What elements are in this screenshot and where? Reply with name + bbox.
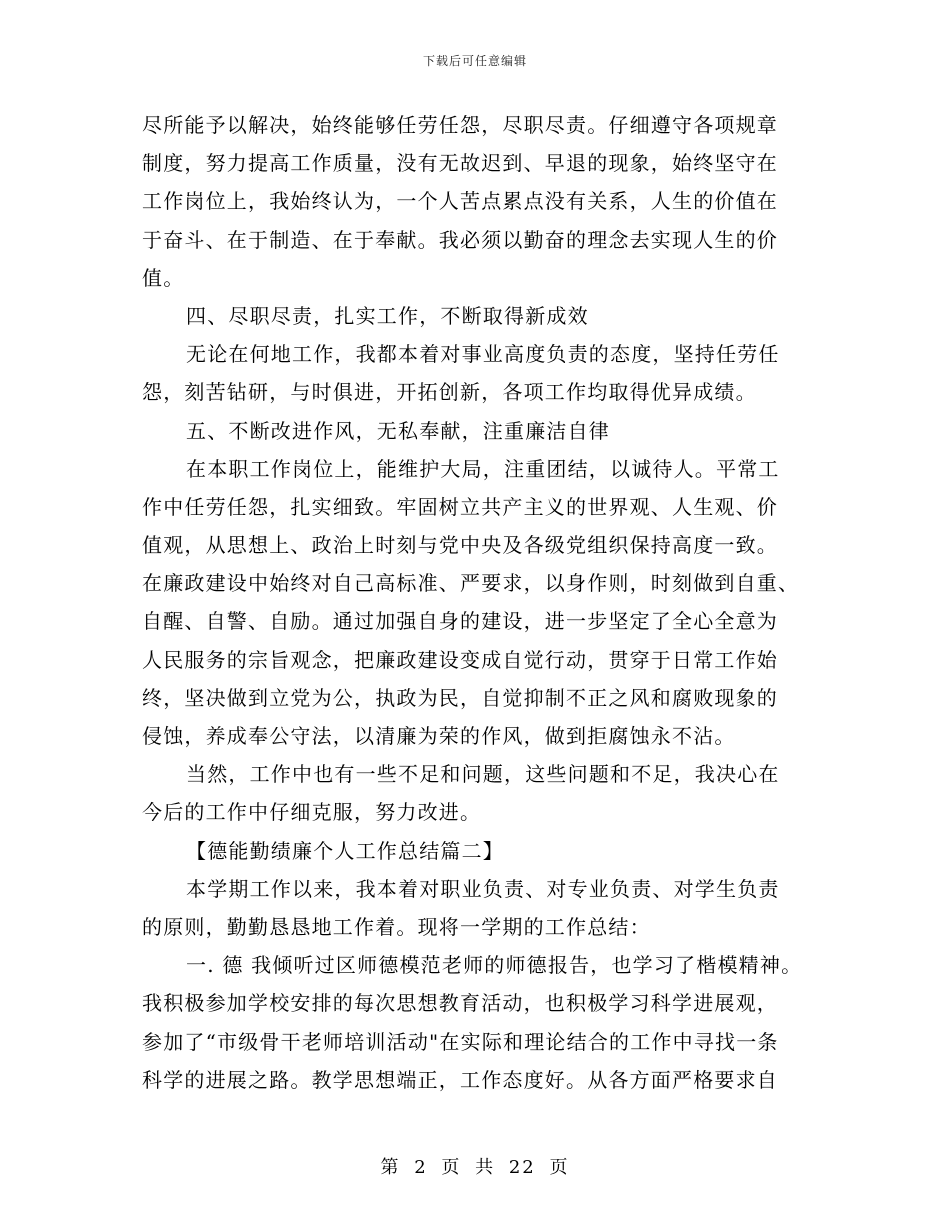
text-line: 参加了“市级骨干老师培训活动"在实际和理论结合的工作中寻找一条 xyxy=(142,1029,779,1054)
text-line: 【德能勤绩廉个人工作总结篇二】 xyxy=(186,838,504,863)
text-line: 值观，从思想上、政治上时刻与党中央及各级党组织保持高度一致。 xyxy=(142,533,778,558)
text-line: 工作岗位上，我始终认为，一个人苦点累点没有关系，人生的价值在 xyxy=(142,189,778,214)
text-line: 今后的工作中仔细克服，努力改进。 xyxy=(142,800,482,825)
document-body xyxy=(142,106,812,1099)
text-line: 制度，努力提高工作质量，没有无故迟到、早退的现象，始终坚守在 xyxy=(142,151,778,176)
text-line: 在廉政建设中始终对自己高标准、严要求，以身作则，时刻做到自重、 xyxy=(142,571,800,596)
text-line: 五、不断改进作风，无私奉献，注重廉洁自律 xyxy=(186,418,610,443)
text-line: 于奋斗、在于制造、在于奉献。我必须以勤奋的理念去实现人生的价 xyxy=(142,227,778,252)
text-line: 四、尽职尽责，扎实工作，不断取得新成效 xyxy=(186,303,589,328)
text-line: 一. 德 我倾听过区师德模范老师的师德报告，也学习了楷模精神。 xyxy=(186,953,803,978)
text-line: 值。 xyxy=(142,265,185,290)
text-line: 的原则，勤勤恳恳地工作着。现将一学期的工作总结： xyxy=(142,914,651,939)
text-line: 无论在何地工作，我都本着对事业高度负责的态度，坚持任劳任 xyxy=(186,342,780,367)
text-line: 尽所能予以解决，始终能够任劳任怨，尽职尽责。仔细遵守各项规章 xyxy=(142,113,778,137)
text-line: 侵蚀，养成奉公守法，以清廉为荣的作风，做到拒腐蚀永不沾。 xyxy=(142,724,736,748)
text-line: 自醒、自警、自励。通过加强自身的建设，进一步坚定了全心全意为 xyxy=(142,609,778,634)
text-line: 本学期工作以来，我本着对职业负责、对专业负责、对学生负责 xyxy=(186,876,780,901)
text-line: 在本职工作岗位上，能维护大局，注重团结，以诚待人。平常工 xyxy=(186,456,780,481)
text-line: 科学的进展之路。教学思想端正，工作态度好。从各方面严格要求自 xyxy=(142,1067,778,1092)
text-line: 怨，刻苦钻研，与时俱进，开拓创新，各项工作均取得优异成绩。 xyxy=(142,380,757,405)
text-line: 终，坚决做到立党为公，执政为民，自觉抑制不正之风和腐败现象的 xyxy=(142,685,778,710)
text-line: 我积极参加学校安排的每次思想教育活动，也积极学习科学进展观， xyxy=(142,991,778,1016)
text-line: 人民服务的宗旨观念，把廉政建设变成自觉行动，贯穿于日常工作始 xyxy=(142,647,778,672)
text-line: 作中任劳任怨，扎实细致。牢固树立共产主义的世界观、人生观、价 xyxy=(142,494,778,519)
page-header: 下载后可任意编辑 xyxy=(422,54,527,68)
page-footer: 第 2 页 共 22 页 xyxy=(380,1157,570,1178)
text-line: 当然，工作中也有一些不足和问题，这些问题和不足，我决心在 xyxy=(186,762,780,787)
